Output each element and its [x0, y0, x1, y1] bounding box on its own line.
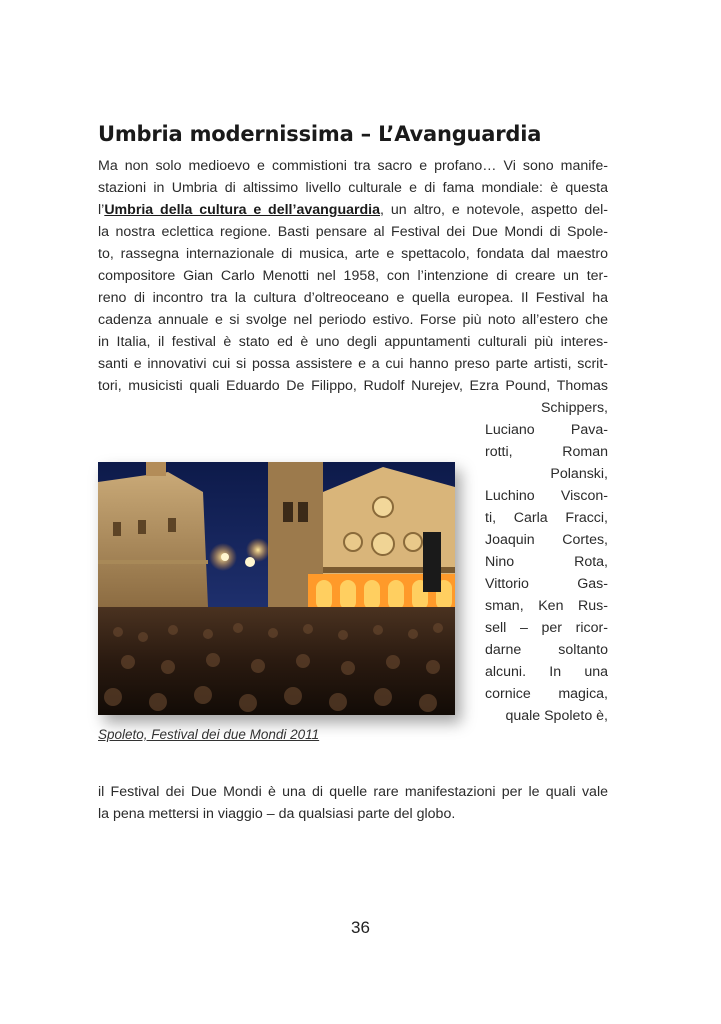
page-number: 36 [351, 918, 370, 937]
wrapped-line: alcuni. In una [485, 664, 608, 680]
paragraph-line [98, 199, 608, 221]
wrapped-line: sman, Ken Rus- [485, 598, 608, 614]
wrapped-line: Schippers, [540, 400, 608, 416]
paragraph-text: un altro, e notevole, aspetto del- [390, 202, 608, 218]
wrapped-line: sell – per ricor- [485, 620, 608, 636]
paragraph-line: stazioni in Umbria di altissimo livello culturale e di fama mondiale: è questa [98, 180, 608, 196]
wrapped-line: Nino Rota, [485, 554, 608, 570]
paragraph-line: to, rassegna internazionale di musica, arte e spettacolo, fondata dal maestro [98, 246, 608, 262]
section-title: Umbria modernissima – L’Avanguardia [98, 122, 542, 146]
wrapped-line: ti, Carla Fracci, [485, 510, 608, 526]
paragraph-line: Ma non solo medioevo e commistioni tra sacro e profano… Vi sono manife- [98, 158, 608, 174]
paragraph-line: reno di incontro tra la cultura d’oltreoceano e quella europea. Il Festival ha [98, 290, 608, 306]
wrapped-line: rotti, Roman [485, 444, 608, 460]
wrapped-line: Vittorio Gas- [485, 576, 608, 592]
highlighted-phrase: Umbria della cultura e dell’avanguardia [104, 202, 381, 218]
wrapped-line: quale Spoleto è, [505, 708, 608, 724]
wrapped-line: Luciano Pava- [485, 422, 608, 438]
photo-caption: Spoleto, Festival dei due Mondi 2011 [98, 727, 320, 742]
festival-photo-image [98, 462, 455, 715]
paragraph-line: la nostra eclettica regione. Basti pensare al Festival dei Due Mondi di Spole- [98, 224, 608, 240]
wrapped-line: darne soltanto [485, 642, 608, 658]
paragraph-line: cadenza annuale e si svolge nel periodo estivo. Forse più noto all’estero che [98, 312, 608, 328]
wrapped-line: cornice magica, [485, 686, 608, 702]
wrapped-line: Joaquin Cortes, [485, 532, 608, 548]
paragraph-line: santi e innovativi cui si possa assistere e a cui hanno preso parte artisti, scrit- [98, 356, 608, 372]
wrapped-line: Polanski, [550, 466, 608, 482]
paragraph-line: compositore Gian Carlo Menotti nel 1958, con l’intenzione di creare un ter- [98, 268, 608, 284]
paragraph-line: in Italia, il festival è stato ed è uno degli appuntamenti culturali più interes- [98, 334, 608, 350]
paragraph-text: l’ [98, 202, 105, 218]
paragraph-line: la pena mettersi in viaggio – da qualsiasi parte del globo. [98, 806, 456, 822]
paragraph-line: il Festival dei Due Mondi è una di quelle rare manifestazioni per le quali vale [98, 784, 608, 800]
paragraph-text: , [380, 202, 384, 218]
paragraph-line: tori, musicisti quali Eduardo De Filippo, Rudolf Nurejev, Ezra Pound, Thomas [98, 378, 608, 394]
festival-photo [98, 462, 455, 715]
wrapped-line: Luchino Viscon- [485, 488, 608, 504]
